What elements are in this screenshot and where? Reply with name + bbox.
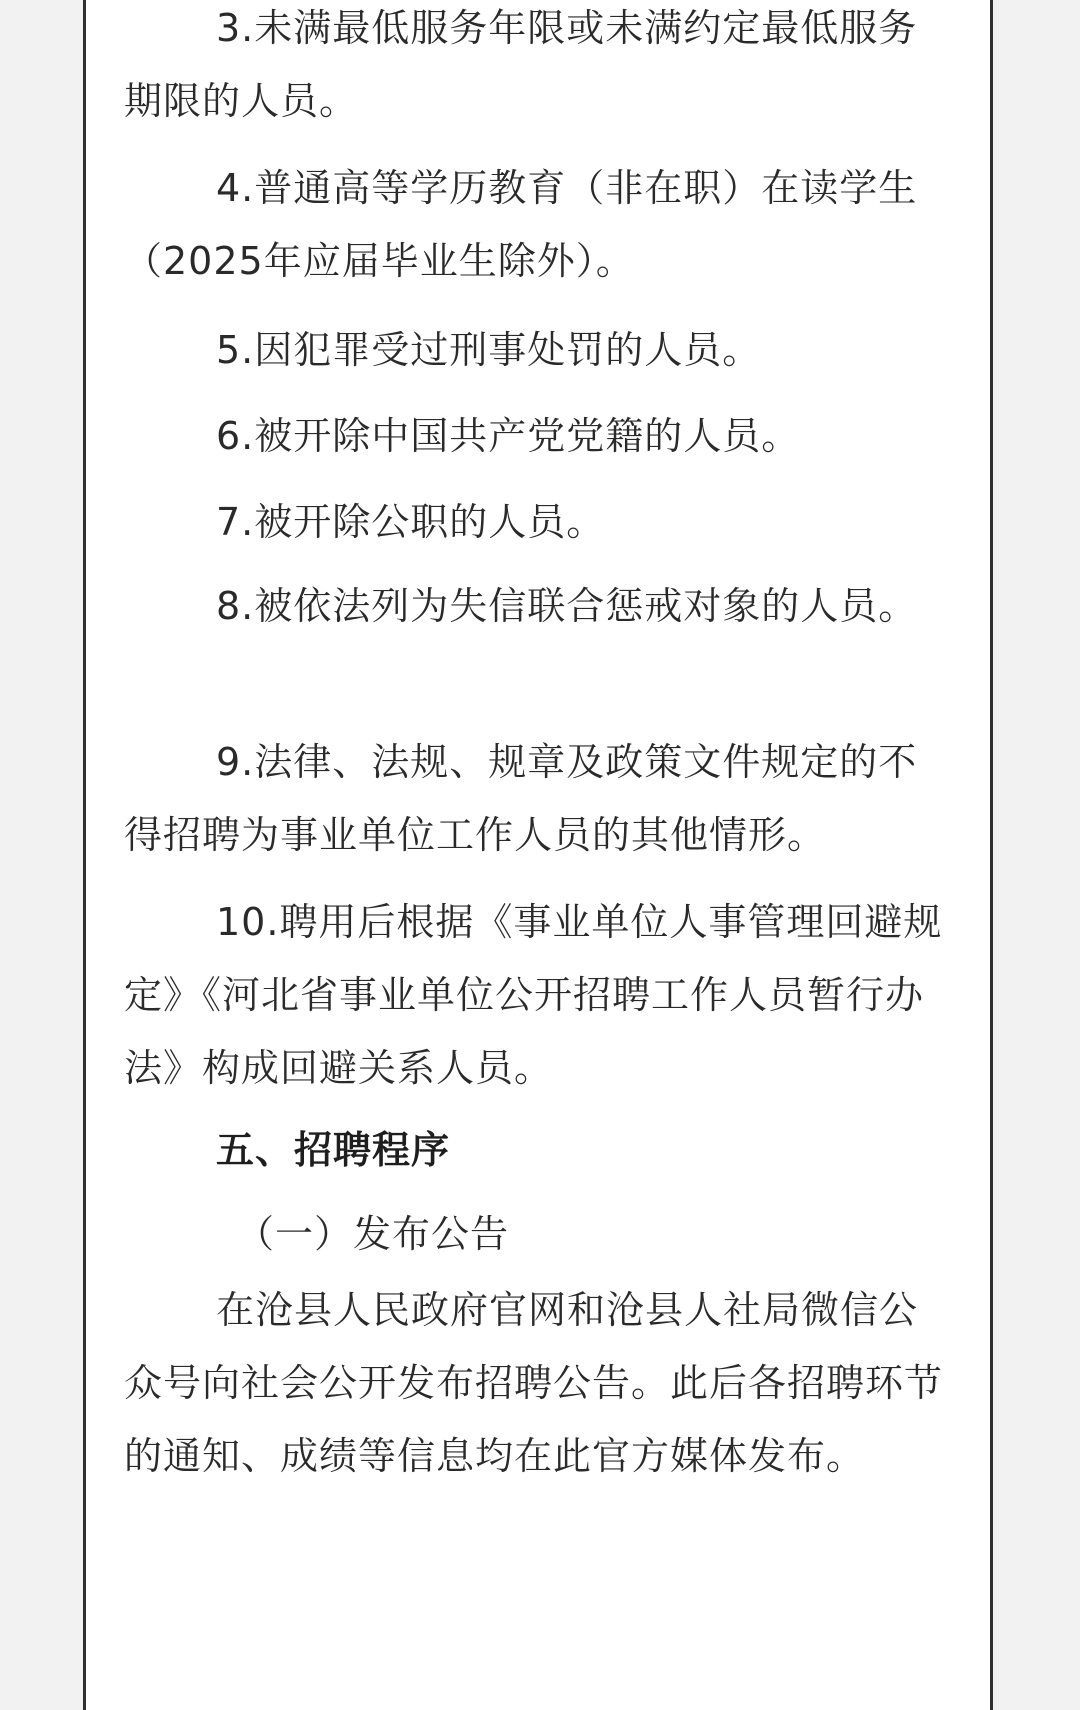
section-heading: 五、招聘程序: [216, 1128, 451, 1172]
list-item-3: 3.未满最低服务年限或未满约定最低服务期限的人员。: [124, 6, 918, 123]
list-item-6: 6.被开除中国共产党党籍的人员。: [216, 414, 801, 458]
list-item-7: 7.被开除公职的人员。: [216, 500, 606, 544]
subsection-heading: （一）发布公告: [236, 1212, 510, 1256]
list-item-9: 9.法律、法规、规章及政策文件规定的不得招聘为事业单位工作人员的其他情形。: [124, 740, 918, 857]
list-item-8: 8.被依法列为失信联合惩戒对象的人员。: [216, 584, 918, 628]
announcement-paragraph: 在沧县人民政府官网和沧县人社局微信公众号向社会公开发布招聘公告。此后各招聘环节的通知、成绩等信息均在此官方媒体发布。: [124, 1288, 944, 1478]
list-item-4: 4.普通高等学历教育（非在职）在读学生（2025年应届毕业生除外）。: [124, 166, 918, 283]
document-page: [83, 0, 993, 1710]
list-item-10: 10.聘用后根据《事业单位人事管理回避规定》《河北省事业单位公开招聘工作人员暂行办法》构成回避关系人员。: [124, 900, 943, 1090]
list-item-5: 5.因犯罪受过刑事处罚的人员。: [216, 328, 762, 372]
